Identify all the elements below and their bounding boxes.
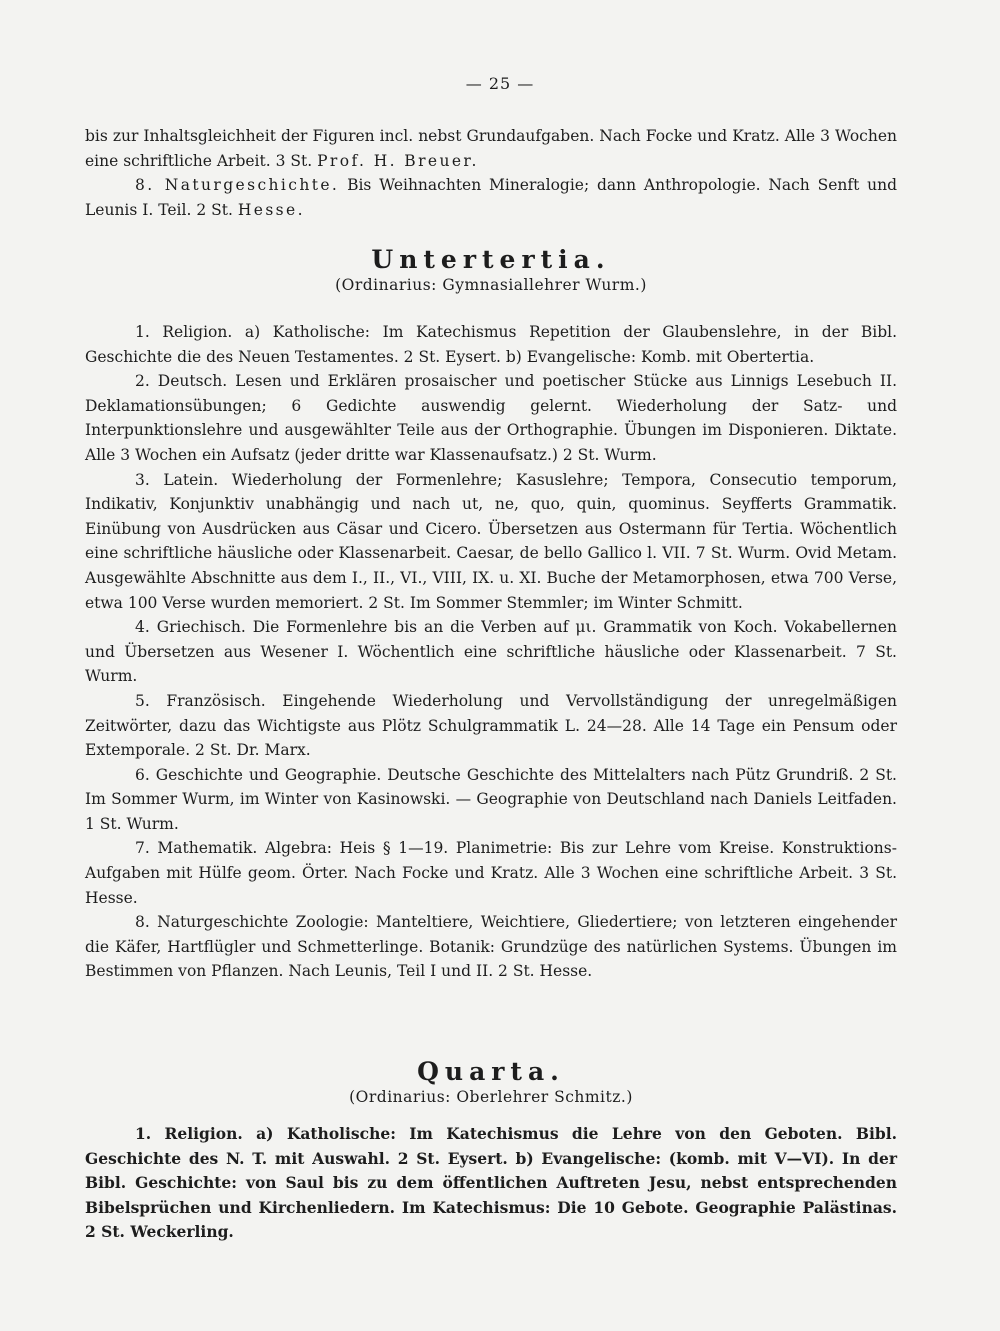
untertertia-section: [85, 240, 897, 297]
section-subheading: (Ordinarius: Gymnasiallehrer Wurm.): [335, 275, 647, 294]
quarta-section: [85, 1052, 897, 1109]
subject-text: Bis Weihnachten Mineralogie; dann Anthropologie. Nach Senft und Leunis I. Teil. 2 St.: [85, 176, 897, 219]
list-item: 8. Naturgeschichte Zoologie: Manteltiere, Weichtiere, Gliedertiere; von letzteren eingehender die Käfer, Hartflügler und Schmetterlinge. Botanik: Grundzüge des natürlichen Systems. Übungen im Bestimmen von Pflanzen. Nach Leunis, Teil I und II. 2 St. Hesse.: [85, 913, 897, 981]
untertertia-items: [85, 320, 897, 984]
subject-label: 8. Naturgeschichte.: [135, 176, 340, 195]
page-number: — 25 —: [465, 74, 535, 93]
section-heading: Quarta.: [417, 1057, 565, 1086]
teacher-name: Hesse.: [237, 200, 305, 219]
intro-paragraph: [85, 124, 897, 173]
list-item: 6. Geschichte und Geographie. Deutsche Geschichte des Mittelalters nach Pütz Grundriß. 2 St. Im Sommer Wurm, im Winter von Kasinowski. — Geographie von Deutschland nach Daniels Leitfaden. 1 St. Wurm.: [85, 765, 897, 833]
section-heading: Untertertia.: [371, 245, 611, 274]
list-item: 3. Latein. Wiederholung der Formenlehre; Kasuslehre; Tempora, Consecutio temporum, Indikativ, Konjunktiv unabhängig und nach ut, ne, quo, quin, quominus. Seyfferts Grammatik. Einübung von Ausdrücken aus Cäsar und Cicero. Übersetzen aus Ostermann für Tertia. Wöchentlich eine schriftliche häusliche oder Klassenarbeit. Caesar, de bello Gallico l. VII. 7 St. Wurm. Ovid Metam. Ausgewählte Abschnitte aus dem I., II., VI., VIII, IX. u. XI. Buche der Metamorphosen, etwa 700 Verse, etwa 100 Verse wurden memoriert. 2 St. Im Sommer Stemmler; im Winter Schmitt.: [85, 470, 897, 612]
section-subheading: (Ordinarius: Oberlehrer Schmitz.): [349, 1087, 633, 1106]
teacher-name: Prof. H. Breuer.: [317, 151, 479, 170]
quarta-items: [85, 1122, 897, 1245]
list-item: 1. Religion. a) Katholische: Im Katechismus die Lehre von den Geboten. Bibl. Geschichte des N. T. mit Auswahl. 2 St. Eysert. b) Evangelische: (komb. mit V—VI). In der Bibl. Geschichte: von Saul bis zu dem öffentlichen Auftreten Jesu, nebst entsprechenden Bibelsprüchen und Kirchenliedern. Im Katechismus: Die 10 Gebote. Geographie Palästinas. 2 St. Weckerling.: [85, 1124, 897, 1242]
list-item: 1. Religion. a) Katholische: Im Katechismus Repetition der Glaubenslehre, in der Bibl. Geschichte die des Neuen Testamentes. 2 St. Eysert. b) Evangelische: Komb. mit Obertertia.: [85, 323, 897, 366]
intro-item-naturgeschichte: [85, 173, 897, 222]
list-item: 7. Mathematik. Algebra: Heis § 1—19. Planimetrie: Bis zur Lehre vom Kreise. Konstruktions-Aufgaben mit Hülfe geom. Örter. Nach Focke und Kratz. Alle 3 Wochen eine schriftliche Arbeit. 3 St. Hesse.: [85, 839, 897, 907]
intro-text: bis zur Inhaltsgleichheit der Figuren incl. nebst Grundaufgaben. Nach Focke und Kratz. Alle 3 Wochen eine schriftliche Arbeit. 3 St.: [85, 127, 897, 170]
list-item: 2. Deutsch. Lesen und Erklären prosaischer und poetischer Stücke aus Linnigs Lesebuch II. Deklamationsübungen; 6 Gedichte auswendig gelernt. Wiederholung der Satz- und Interpunktionslehre und ausgewählter Teile aus der Orthographie. Übungen im Disponieren. Diktate. Alle 3 Wochen ein Aufsatz (jeder dritte war Klassenaufsatz.) 2 St. Wurm.: [85, 372, 897, 464]
intro-block: [85, 124, 897, 222]
list-item: 4. Griechisch. Die Formenlehre bis an die Verben auf μι. Grammatik von Koch. Vokabellernen und Übersetzen aus Wesener I. Wöchentlich eine schriftliche häusliche oder Klassenarbeit. 7 St. Wurm.: [85, 618, 897, 686]
list-item: 5. Französisch. Eingehende Wiederholung und Vervollständigung der unregelmäßigen Zeitwörter, dazu das Wichtigste aus Plötz Schulgrammatik L. 24—28. Alle 14 Tage ein Pensum oder Extemporale. 2 St. Dr. Marx.: [85, 691, 897, 760]
